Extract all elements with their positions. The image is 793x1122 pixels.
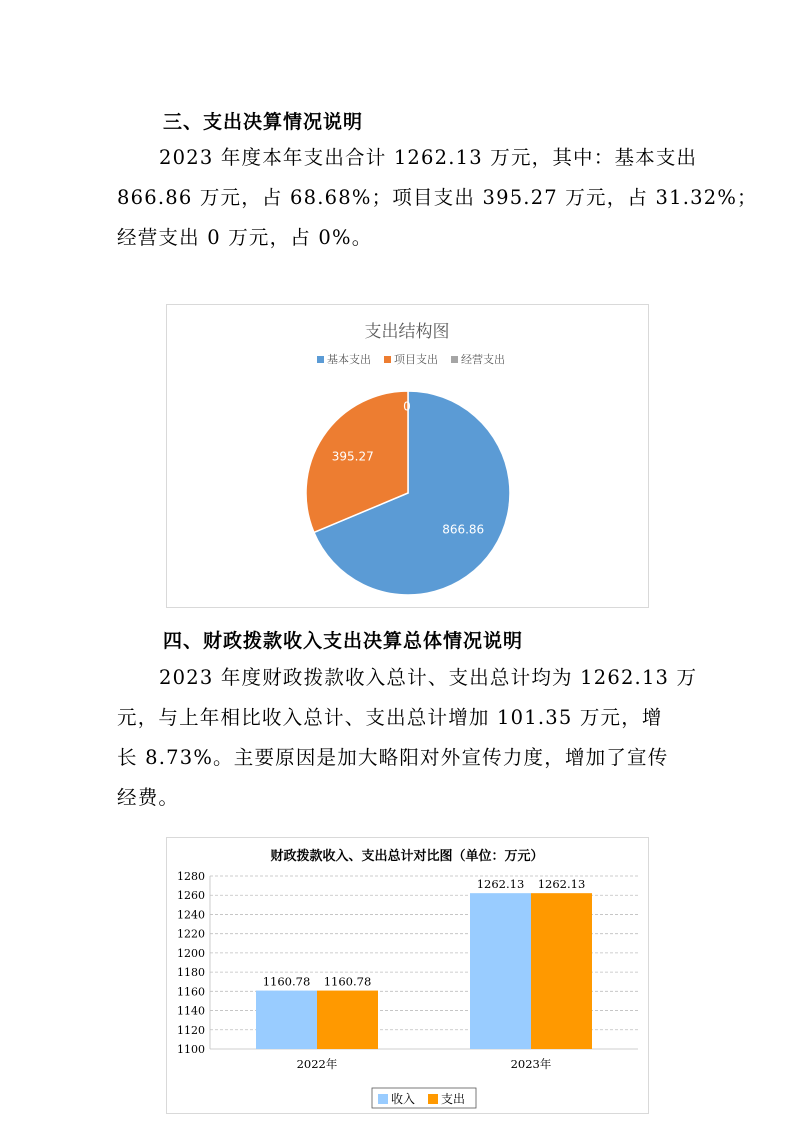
bar-ytick-5: 1200 xyxy=(177,946,205,960)
bar-ytick-6: 1220 xyxy=(177,927,205,941)
bar-1-0 xyxy=(470,893,531,1049)
pie-legend-swatch-0 xyxy=(317,356,324,363)
bar-x-axis-ticks xyxy=(297,1057,552,1071)
bar-1-1 xyxy=(531,893,592,1049)
section4-line-2: 元，与上年相比收入总计、支出总计增加 101.35 万元，增 xyxy=(117,706,663,729)
bar-ytick-2: 1140 xyxy=(177,1004,205,1018)
bar-legend xyxy=(372,1088,476,1108)
bar-0-1 xyxy=(317,991,378,1049)
bar-y-axis-ticks xyxy=(177,870,205,1056)
pie-label-1: 395.27 xyxy=(331,449,374,464)
bar-ytick-0: 1100 xyxy=(177,1043,205,1056)
section4-heading: 四、财政拨款收入支出决算总体情况说明 xyxy=(163,630,524,652)
pie-legend-swatch-2 xyxy=(451,356,458,363)
pie-chart-canvas xyxy=(167,305,648,607)
bar-bars xyxy=(256,893,592,1049)
bar-ytick-4: 1180 xyxy=(177,966,205,980)
section3-line-1: 2023 年度本年支出合计 1262.13 万元，其中：基本支出 xyxy=(159,146,698,169)
bar-label-0-1: 1160.78 xyxy=(323,974,372,989)
pie-label-2: 0 xyxy=(403,399,411,414)
bar-legend-swatch-0 xyxy=(378,1094,388,1104)
section4-line-4: 经费。 xyxy=(117,786,180,809)
bar-0-0 xyxy=(256,991,317,1049)
expense-structure-chart xyxy=(166,304,649,608)
bar-legend-label-0: 收入 xyxy=(391,1092,416,1106)
bar-label-1-1: 1262.13 xyxy=(537,877,586,892)
bar-ytick-9: 1280 xyxy=(177,870,205,883)
section3-paragraph xyxy=(117,138,758,258)
pie-legend-label-0: 基本支出 xyxy=(327,353,371,366)
section4-paragraph xyxy=(117,658,698,818)
pie-legend-swatch-1 xyxy=(384,356,391,363)
section3-line-2: 866.86 万元，占 68.68%；项目支出 395.27 万元，占 31.32%； xyxy=(117,186,758,209)
bar-legend-label-1: 支出 xyxy=(441,1092,466,1106)
bar-ytick-1: 1120 xyxy=(177,1023,205,1037)
pie-legend xyxy=(317,352,505,366)
pie-legend-label-1: 项目支出 xyxy=(394,353,438,366)
section3-heading: 三、支出决算情况说明 xyxy=(163,111,364,133)
pie-chart-title: 支出结构图 xyxy=(364,322,450,342)
bar-ytick-7: 1240 xyxy=(177,908,205,922)
bar-xtick-1: 2023年 xyxy=(510,1057,552,1071)
pie-legend-label-2: 经营支出 xyxy=(461,353,505,366)
income-expense-comparison-chart xyxy=(166,837,649,1114)
section4-line-3: 长 8.73%。主要原因是加大略阳对外宣传力度，增加了宣传 xyxy=(117,746,669,769)
bar-label-0-0: 1160.78 xyxy=(262,974,311,989)
bar-chart-canvas xyxy=(167,838,648,1113)
bar-ytick-3: 1160 xyxy=(177,985,205,999)
section3-line-3: 经营支出 0 万元，占 0%。 xyxy=(117,226,373,249)
pie-label-0: 866.86 xyxy=(442,522,485,537)
section4-line-1: 2023 年度财政拨款收入总计、支出总计均为 1262.13 万 xyxy=(159,666,698,689)
bar-chart-title: 财政拨款收入、支出总计对比图（单位：万元） xyxy=(270,849,544,864)
bar-ytick-8: 1260 xyxy=(177,889,205,903)
pie-slices xyxy=(306,391,510,595)
bar-xtick-0: 2022年 xyxy=(296,1057,338,1071)
bar-label-1-0: 1262.13 xyxy=(476,877,525,892)
bar-legend-swatch-1 xyxy=(428,1094,438,1104)
